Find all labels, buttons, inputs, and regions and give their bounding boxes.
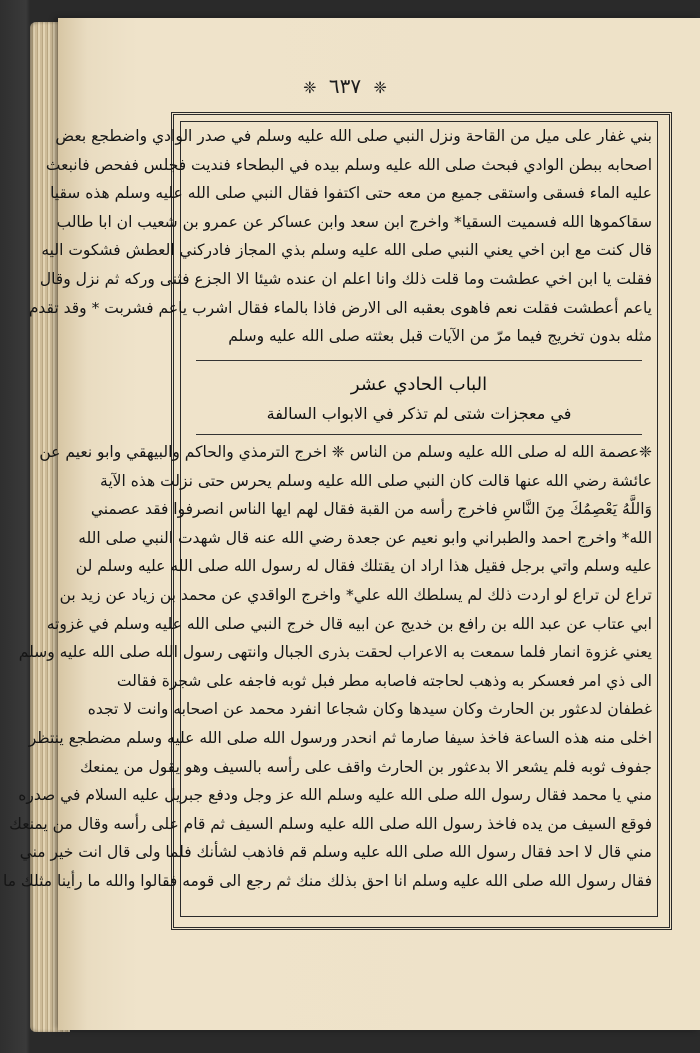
chapter-title: الباب الحادي عشر [350, 374, 488, 395]
text-line: اصحابه ببطن الوادي فبحث صلى الله عليه وسلم بيده في البطحاء فنديت فجلس ففحص فانبعث [45, 155, 652, 174]
text-line: الله* واخرج احمد والطبراني وابو نعيم عن جعدة رضي الله عنه قال شهدت النبي صلى الله [78, 528, 652, 547]
text-line: فوقع السيف من يده فاخذ رسول الله صلى الله عليه وسلم السيف ثم قام على رأسه وقال من يمنعك [9, 814, 652, 833]
text-line: فقال رسول الله صلى الله عليه وسلم انا احق بذلك منك ثم رجع الى قومه فقالوا والله ما رأينا مثلك ما [2, 871, 652, 890]
text-line: عليه وسلم واتي برجل فقيل هذا اراد ان يقتلك فقال له رسول الله صلى الله عليه وسلم لن [75, 557, 652, 576]
page-number: ٦٣٧ [328, 74, 362, 98]
top-paragraph [28, 122, 652, 351]
text-line: مني يا محمد فقال رسول الله صلى الله عليه وسلم الله عز وجل ودفع جبريل عليه السلام في صدره [18, 786, 652, 805]
text-line: سقاكموها الله فسميت السقيا* واخرج ابن سعد وابن عساكر عن عمرو بن شعيب ان ابا طالب [56, 212, 652, 231]
ornament-left-icon: ❈ [373, 78, 387, 97]
divider-rule [196, 360, 642, 361]
text-line: تراع لن تراع لو اردت ذلك لم يسلطك الله علي* واخرج الواقدي عن محمد بن زياد عن زيد بن [59, 585, 652, 604]
text-line: جفوف ثوبه فلم يشعر الا بدعثور بن الحارث واقف على رأسه بالسيف وهو يقول من يمنعك [80, 757, 652, 776]
chapter-subtitle: في معجزات شتى لم تذكر في الابواب السالفة [266, 404, 572, 423]
chapter-paragraph [2, 438, 652, 896]
ornament-right-icon: ❈ [303, 78, 317, 97]
text-line: يعني غزوة انمار فلما سمعت به الاعراب لحقت بذرى الجبال وانتهى رسول الله صلى الله عليه وسلم [18, 643, 652, 662]
page-header [175, 74, 515, 98]
text-line: عليه الماء فسقى واستقى جميع من معه حتى اكتفوا فقال النبي صلى الله عليه وسلم هذه سقيا [50, 184, 652, 203]
text-line: ياعم أعطشت فقلت نعم فاهوى بعقبه الى الارض فاذا بالماء فقال اشرب ياعم فشربت * وقد تقدم [28, 298, 652, 317]
text-line: مني قال لا احد فقال رسول الله صلى الله عليه وسلم قم فاذهب لشأنك فلما ولى قال انت خير مني [19, 843, 652, 862]
text-line: ابي عتاب عن عبد الله بن رافع بن خديج عن ابيه قال خرج النبي صلى الله عليه وسلم في غزوته [46, 614, 652, 633]
text-line: عائشة رضي الله عنها قالت كان النبي صلى الله عليه وسلم يحرس حتى نزلت هذه الآية [100, 471, 652, 490]
text-line: فقلت يا ابن اخي عطشت وما قلت ذلك وانا اعلم ان عنده شيئا الا الجزع فثنى وركه ثم نزل وقال [39, 269, 652, 288]
text-line: مثله بدون تخريج فيما مرّ من الآيات قبل بعثته صلى الله عليه وسلم [228, 327, 652, 346]
text-line: ❈عصمة الله له صلى الله عليه وسلم من الناس ❈ اخرج الترمذي والحاكم والبيهقي وابو نعيم عن [39, 443, 652, 461]
text-line: قال كنت مع ابن اخي يعني النبي صلى الله عليه وسلم بذي المجاز فادركني العطش فشكوت اليه [41, 241, 652, 260]
text-line: الى ذي امر فعسكر به وذهب لحاجته فاصابه مطر فبل ثوبه فاجفه على شجرة فقالت [116, 671, 652, 690]
text-line: بني غفار على ميل من القاحة ونزل النبي صلى الله عليه وسلم في صدر الوادي واضطجع بعض [55, 127, 652, 145]
text-line: غطفان لدعثور بن الحارث وكان سيدها وكان شجاعا انفرد محمد عن اصحابه وانت لا تجده [87, 700, 652, 719]
text-line: وَاللَّهُ يَعْصِمُكَ مِنَ النَّاسِ فاخرج رأسه من القبة فقال لهم ايها الناس انصرفوا فقد عصمني [90, 500, 652, 519]
text-line: اخلى منه هذه الساعة فاخذ سيفا صارما ثم انحدر ورسول الله صلى الله عليه وسلم مضطجع ينتظر [28, 728, 652, 747]
divider-rule [196, 434, 642, 435]
